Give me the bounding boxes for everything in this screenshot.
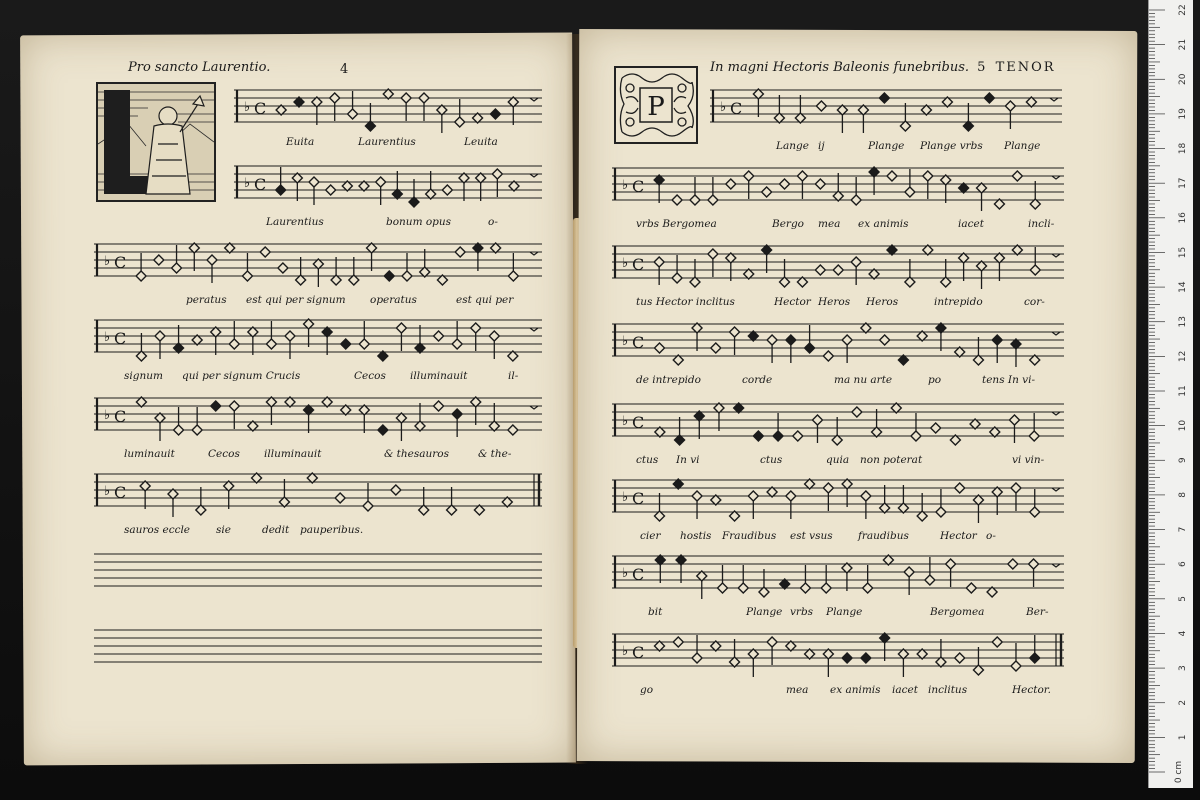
left-staff-1-notation — [234, 84, 542, 128]
left-lyric-4b: qui per signum Crucis — [182, 370, 301, 382]
left-empty-staff-1 — [94, 550, 542, 590]
left-staff-3 — [94, 236, 542, 284]
right-lyric-4c: ma nu arte — [834, 374, 893, 386]
right-lyric-3d: Heros — [866, 296, 899, 308]
ruler-mark-label: 12 — [1178, 350, 1188, 363]
left-staff-1 — [234, 84, 542, 128]
right-lyric-2b: Bergo — [772, 218, 804, 230]
svg-text:C: C — [730, 99, 743, 118]
right-lyric-2f: incli- — [1028, 218, 1055, 230]
svg-text:C: C — [254, 99, 267, 118]
left-lyric-2b: bonum opus — [386, 216, 452, 228]
right-lyric-6d: est vsus — [790, 530, 833, 542]
initial-letter-p: P — [647, 92, 665, 122]
right-lyric-2a: vrbs Bergomea — [636, 218, 717, 230]
ruler-mark-label: 8 — [1178, 492, 1188, 498]
svg-text:C: C — [632, 333, 645, 352]
svg-text:♭: ♭ — [622, 643, 629, 659]
left-lyric-4e: il- — [508, 370, 519, 382]
right-staff-3-notation — [612, 238, 1064, 286]
right-lyric-3c: Heros — [818, 296, 851, 308]
svg-text:C: C — [632, 565, 645, 584]
ruler-mark-label: 16 — [1178, 212, 1188, 224]
right-staff-4 — [612, 316, 1064, 364]
right-lyric-7d: Plange — [826, 606, 863, 618]
ruler-mark-label: 13 — [1178, 316, 1188, 328]
ruler-mark-label: 19 — [1178, 108, 1188, 120]
right-lyric-6e: fraudibus — [858, 530, 909, 542]
ruler-mark-label: 4 — [1178, 630, 1188, 637]
svg-text:C: C — [632, 255, 645, 274]
left-lyric-4c: Cecos — [354, 370, 386, 382]
left-lyric-4a: signum — [124, 370, 163, 382]
ruler-mark-label: 1 — [1178, 734, 1188, 741]
ruler-mark-label: 7 — [1178, 526, 1188, 533]
ruler-mark-label: 21 — [1178, 38, 1188, 51]
measuring-ruler — [1148, 0, 1193, 788]
right-staff-6 — [612, 472, 1064, 520]
svg-text:♭: ♭ — [622, 413, 629, 429]
left-lyric-1a: Euita — [286, 136, 315, 148]
svg-text:♭: ♭ — [622, 177, 629, 193]
ruler-mark-label: 11 — [1178, 385, 1188, 397]
ruler-mark-label: 17 — [1178, 177, 1188, 189]
right-lyric-3f: cor- — [1024, 296, 1045, 308]
svg-text:♭: ♭ — [622, 333, 629, 349]
left-lyric-6c: dedit — [262, 524, 290, 536]
ruler-unit-label: 0 cm — [1174, 760, 1184, 784]
right-lyric-7b: Plange — [746, 606, 783, 618]
right-lyric-1b: ij — [818, 140, 825, 152]
left-lyric-5d: & thesauros — [384, 448, 450, 460]
right-staff-8 — [612, 626, 1064, 674]
right-lyric-1c: Plange — [868, 140, 905, 152]
right-lyric-1d: Plange vrbs — [920, 140, 983, 152]
ruler-mark-label: 2 — [1178, 699, 1188, 706]
left-page-number: 4 — [340, 62, 349, 77]
left-empty-staff-2-lines — [94, 626, 542, 666]
right-lyric-6c: Fraudibus — [722, 530, 777, 542]
right-lyric-6b: hostis — [680, 530, 712, 542]
ruler-mark-label: 22 — [1178, 4, 1188, 16]
left-lyric-6a: sauros eccle — [124, 524, 191, 536]
left-empty-staff-2 — [94, 626, 542, 666]
left-lyric-6b: sie — [216, 524, 231, 536]
ruler-scale — [1149, 0, 1193, 788]
right-lyric-3e: intrepido — [934, 296, 983, 308]
svg-text:C: C — [632, 643, 645, 662]
right-lyric-4b: corde — [742, 374, 773, 386]
svg-text:♭: ♭ — [244, 99, 251, 115]
ruler-mark-label: 20 — [1178, 73, 1188, 85]
svg-text:C: C — [632, 177, 645, 196]
woodcut-initial-l — [96, 82, 216, 202]
right-lyric-3b: Hector — [774, 296, 811, 308]
svg-text:♭: ♭ — [104, 407, 111, 423]
svg-text:♭: ♭ — [104, 329, 111, 345]
right-staff-2 — [612, 160, 1064, 208]
left-page-header: Pro sancto Laurentio. — [128, 60, 271, 75]
ruler-mark-label: 18 — [1178, 142, 1188, 155]
voice-label-tenor: TENOR — [995, 60, 1056, 75]
svg-text:♭: ♭ — [244, 175, 251, 191]
right-staff-2-notation — [612, 160, 1064, 208]
left-lyric-3d: est qui per — [456, 294, 514, 306]
right-lyric-8a: go — [640, 684, 654, 696]
left-empty-staff-1-lines — [94, 550, 542, 590]
right-lyric-7e: Bergomea — [930, 606, 985, 618]
left-lyric-5e: & the- — [478, 448, 512, 460]
left-lyric-5a: luminauit — [124, 448, 175, 460]
right-lyric-6a: cier — [640, 530, 661, 542]
right-staff-4-notation — [612, 316, 1064, 364]
right-staff-7 — [612, 548, 1064, 596]
right-staff-1 — [710, 84, 1062, 128]
left-lyric-4d: illuminauit — [410, 370, 468, 382]
right-lyric-4a: de intrepido — [636, 374, 701, 386]
ruler-mark-label: 6 — [1178, 561, 1188, 568]
left-lyric-6d: pauperibus. — [300, 524, 364, 536]
right-lyric-4d: po — [928, 374, 942, 386]
right-lyric-1a: Lange — [776, 140, 809, 152]
right-staff-5 — [612, 396, 1064, 444]
left-lyric-5b: Cecos — [208, 448, 240, 460]
right-lyric-5d: quia — [826, 454, 850, 466]
right-lyric-8c: ex animis — [830, 684, 881, 696]
left-lyric-5c: illuminauit — [264, 448, 322, 460]
right-lyric-5a: ctus — [636, 454, 659, 466]
left-lyric-3a: peratus — [186, 294, 227, 306]
right-staff-5-notation — [612, 396, 1064, 444]
left-lyric-1b: Laurentius — [358, 136, 416, 148]
ruler-mark-label: 5 — [1178, 595, 1188, 602]
ruler-mark-label: 3 — [1178, 665, 1188, 671]
right-lyric-2c: mea — [818, 218, 841, 230]
right-staff-8-notation — [612, 626, 1064, 674]
right-lyric-6f: Hector — [940, 530, 977, 542]
right-lyric-5f: vi vin- — [1012, 454, 1045, 466]
right-lyric-3a: tus Hector inclitus — [636, 296, 735, 308]
right-staff-6-notation — [612, 472, 1064, 520]
left-staff-2-notation — [234, 160, 542, 204]
left-staff-5 — [94, 390, 542, 438]
svg-text:C: C — [114, 253, 127, 272]
left-lyric-2a: Laurentius — [266, 216, 324, 228]
right-lyric-6g: o- — [986, 530, 996, 542]
svg-text:♭: ♭ — [104, 483, 111, 499]
right-page-header — [710, 60, 1056, 75]
left-lyric-1c: Leuita — [464, 136, 498, 148]
left-staff-4 — [94, 312, 542, 360]
right-lyric-2d: ex animis — [858, 218, 909, 230]
svg-text:♭: ♭ — [720, 99, 727, 115]
svg-text:♭: ♭ — [622, 489, 629, 505]
svg-text:C: C — [114, 483, 127, 502]
left-lyric-3b: est qui per signum — [246, 294, 346, 306]
svg-text:C: C — [114, 407, 127, 426]
ruler-mark-label: 10 — [1178, 419, 1188, 432]
svg-text:C: C — [632, 489, 645, 508]
left-lyric-2c: o- — [488, 216, 498, 228]
right-lyric-4e: tens In vi- — [982, 374, 1036, 386]
right-lyric-5e: non poterat — [860, 454, 923, 466]
svg-text:C: C — [254, 175, 267, 194]
right-lyric-7f: Ber- — [1026, 606, 1049, 618]
right-lyric-1e: Plange — [1004, 140, 1041, 152]
left-staff-2 — [234, 160, 542, 204]
right-staff-1-notation — [710, 84, 1062, 128]
left-staff-6 — [94, 466, 542, 514]
ruler-mark-label: 9 — [1178, 457, 1188, 464]
svg-text:C: C — [114, 329, 127, 348]
svg-text:♭: ♭ — [622, 255, 629, 271]
right-page-number: 5 — [977, 60, 986, 75]
right-lyric-7c: vrbs — [790, 606, 814, 618]
right-lyric-5b: In vi — [676, 454, 700, 466]
right-lyric-5c: ctus — [760, 454, 783, 466]
ruler-mark-label: 14 — [1178, 281, 1188, 293]
svg-text:♭: ♭ — [622, 565, 629, 581]
right-header-title: In magni Hectoris Baleonis funebribus. — [710, 60, 969, 75]
svg-text:♭: ♭ — [104, 253, 111, 269]
right-lyric-8f: Hector. — [1012, 684, 1051, 696]
left-staff-5-notation — [94, 390, 542, 438]
ruler-mark-label: 15 — [1178, 246, 1188, 259]
right-staff-7-notation — [612, 548, 1064, 596]
right-lyric-8b: mea — [786, 684, 809, 696]
left-staff-6-notation — [94, 466, 542, 514]
right-lyric-2e: iacet — [958, 218, 984, 230]
right-lyric-8e: inclitus — [928, 684, 968, 696]
left-staff-4-notation — [94, 312, 542, 360]
left-lyric-3c: operatus — [370, 294, 417, 306]
svg-text:C: C — [632, 413, 645, 432]
left-staff-3-notation — [94, 236, 542, 284]
right-lyric-8d: iacet — [892, 684, 918, 696]
decorated-initial-p — [614, 66, 698, 144]
right-staff-3 — [612, 238, 1064, 286]
right-lyric-7a: bit — [648, 606, 663, 618]
